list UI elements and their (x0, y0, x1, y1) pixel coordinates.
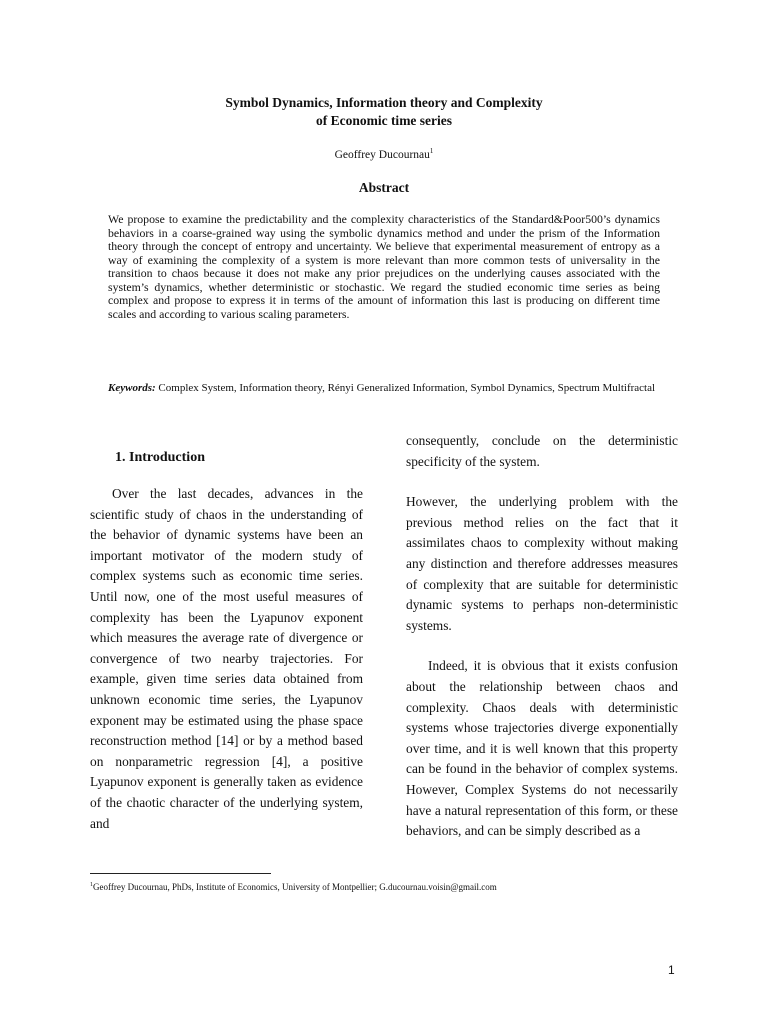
keywords-text: Complex System, Information theory, Rényi Generalized Information, Symbol Dynamics, Spectrum Multifractal (158, 382, 656, 394)
abstract-heading: Abstract (358, 180, 410, 195)
paragraph: However, the underlying problem with the previous method relies on the fact that it assimilates chaos to complexity without making any distinction and therefore addresses measures of complexity that are suitable for deterministic dynamic systems to perhaps non-deterministic systems. (406, 494, 678, 633)
paragraph: Indeed, it is obvious that it exists confusion about the relationship between chaos and complexity. Chaos deals with deterministic systems whose trajectories diverge exponentially over time, and it is well known that this property can be found in the behavior of complex systems. However, Complex Systems do not necessarily have a natural representation of this form, or these behaviors, and can be simply described as a (406, 658, 678, 839)
footnote-divider (90, 873, 271, 874)
keywords (108, 381, 660, 395)
author-line (0, 147, 768, 161)
footnote-text: Geoffrey Ducournau, PhDs, Institute of Economics, University of Montpellier; G.ducournau.voisin@gmail.com (93, 882, 497, 892)
author-footnote-mark[interactable]: 1 (429, 147, 434, 155)
section-heading-introduction: 1. Introduction (115, 450, 205, 465)
left-column (90, 484, 363, 834)
right-column (406, 431, 678, 842)
paper-title-line-2: of Economic time series (315, 113, 453, 128)
paragraph: Over the last decades, advances in the scientific study of chaos in the understanding of the behavior of dynamic systems have been an important motivator of the modern study of complex systems such as economic time series. Until now, one of the most useful measures of complexity has been the Lyapunov exponent which measures the average rate of divergence or convergence of two nearby trajectories. For example, given time series data obtained from unknown economic time series, the Lyapunov exponent may be estimated using the phase space reconstruction method [14] or by a method based on nonparametric regression [4], a positive Lyapunov exponent is generally taken as evidence of the chaotic character of the underlying system, and (90, 486, 363, 831)
paper-title-line-1: Symbol Dynamics, Information theory and Complexity (225, 95, 543, 110)
page-number: 1 (668, 963, 675, 977)
paper-title (0, 94, 768, 130)
footnote-mark: 1 (90, 882, 93, 888)
footnote (90, 882, 497, 892)
abstract-text: We propose to examine the predictability and the complexity characteristics of the Standard&Poor500’s dynamics behaviors in a coarse-grained way using the symbolic dynamics method and under the prism of the Information theory through the concept of entropy and uncertainty. We believe that experimental measurement of entropy as a way of examining the complexity of a system is more relevant than more common tests of universality in the transition to chaos because it does not make any prior prejudices on the underlying causes associated with the system’s dynamics, whether deterministic or stochastic. We regard the studied economic time series as being complex and propose to express it in terms of the amount of information this last is producing on different time scales and according to various scaling parameters. (108, 212, 660, 321)
author-name: Geoffrey Ducournau (334, 148, 430, 161)
keywords-label: Keywords: (108, 382, 156, 394)
paragraph: consequently, conclude on the deterministic specificity of the system. (406, 433, 678, 469)
